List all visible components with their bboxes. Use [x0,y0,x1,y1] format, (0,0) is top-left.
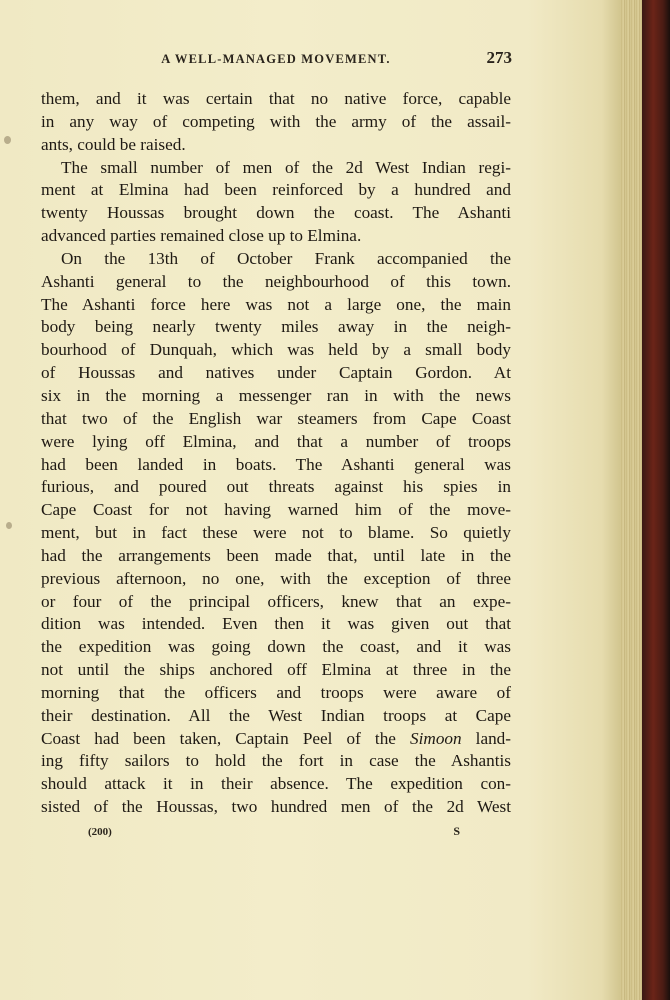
text-line: or four of the principal officers, knew that an expe- [41,591,511,611]
text-line: The Ashanti force here was not a large one, the main [41,294,511,314]
text-line: had the arrangements been made that, until late in the [41,545,511,565]
text-line: ment, but in fact these were not to blame. So quietly [41,523,511,543]
page-spot [6,522,12,529]
text-line: twenty Houssas brought down the coast. The Ashanti [41,203,511,223]
page-edges [620,0,642,1000]
page-spot [4,136,11,144]
signature-mark: S [453,824,460,838]
text-line: Ashanti general to the neighbourhood of this town. [41,271,511,291]
text-line: them, and it was certain that no native force, capable [41,89,511,108]
text-line: their destination. All the West Indian troops at Cape [41,705,511,725]
text-line: body being nearly twenty miles away in the neigh- [41,317,511,337]
signature-number: (200) [88,826,112,838]
text-line: ment at Elmina had been reinforced by a hundred and [41,180,511,200]
page-number: 273 [486,48,512,67]
running-head [40,48,512,74]
text-line: ants, could be raised. [41,134,186,154]
text-line: of Houssas and natives under Captain Gordon. At [41,363,511,383]
text-line: advanced parties remained close up to Elmina. [41,226,362,246]
text-line: Cape Coast for not having warned him of the move- [41,500,511,520]
running-head-title: A WELL-MANAGED MOVEMENT. [161,52,391,66]
text-line: were lying off Elmina, and that a number of troops [41,431,511,451]
body-text [41,88,511,819]
text-line: the expedition was going down the coast, and it was [41,637,511,657]
text-line: morning that the officers and troops were aware of [41,682,511,702]
text-line: not until the ships anchored off Elmina at three in the [41,660,511,680]
text-line: in any way of competing with the army of the assail- [41,111,511,131]
text-line: six in the morning a messenger ran in with the news [41,385,511,405]
text-line: dition was intended. Even then it was given out that [41,614,511,634]
text-line: Coast had been taken, Captain Peel of the Simoon land- [41,728,511,748]
text-line: On the 13th of October Frank accompanied the [61,248,511,268]
text-line: should attack it in their absence. The expedition con- [41,774,511,794]
text-line: that two of the English war steamers from Cape Coast [41,408,511,428]
text-line: previous afternoon, no one, with the exception of three [41,568,511,588]
text-line: bourhood of Dunquah, which was held by a small body [41,340,511,360]
text-line: furious, and poured out threats against his spies in [41,477,511,497]
book-binding [642,0,670,1000]
text-line: ing fifty sailors to hold the fort in case the Ashantis [41,751,511,771]
text-line: The small number of men of the 2d West Indian regi- [61,157,511,177]
page-footer [88,826,468,844]
text-line: had been landed in boats. The Ashanti general was [41,454,511,474]
text-line: sisted of the Houssas, two hundred men of the 2d West [41,797,511,817]
